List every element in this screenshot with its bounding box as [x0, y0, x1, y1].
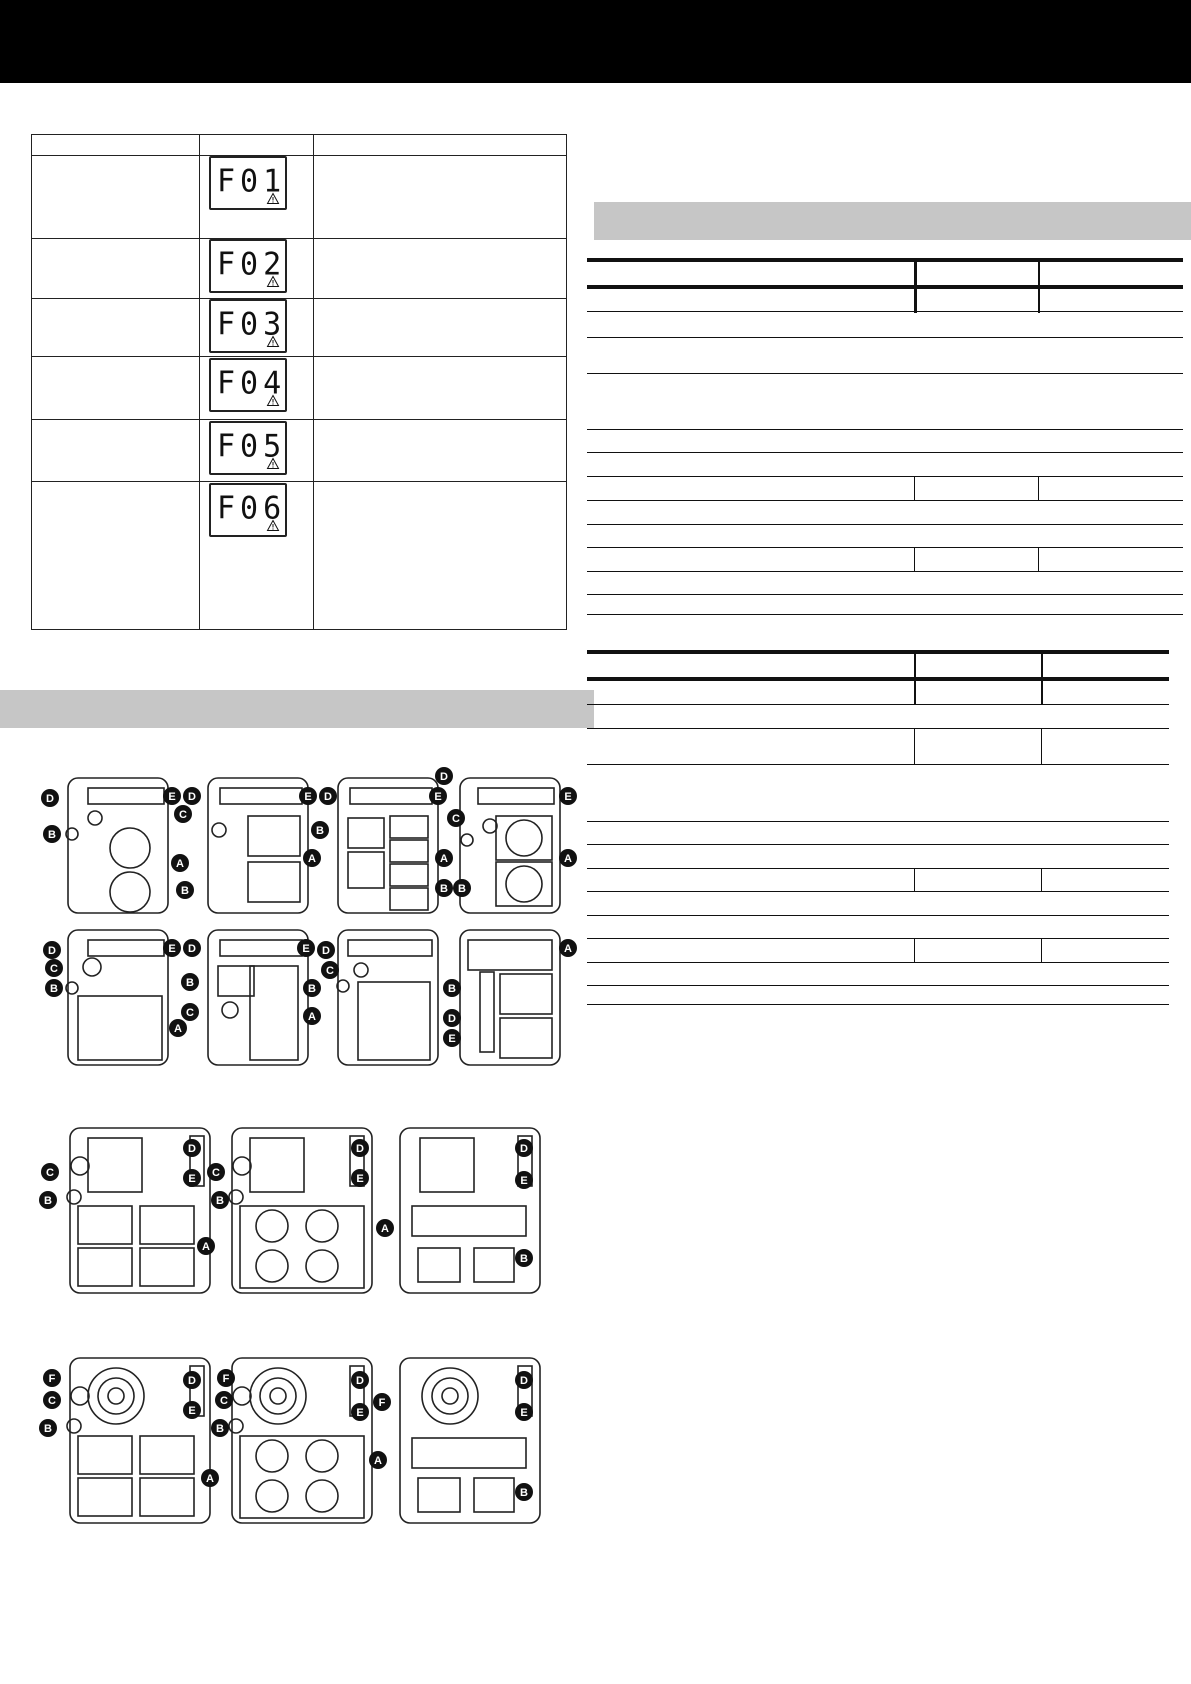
callout-marker — [319, 787, 337, 805]
callout-marker — [443, 1009, 461, 1027]
callout-marker — [303, 849, 321, 867]
svg-text:C: C — [50, 963, 58, 975]
svg-text:D: D — [440, 771, 448, 783]
svg-text:D: D — [448, 1013, 456, 1025]
table-rule — [587, 704, 1169, 705]
callout-marker — [435, 849, 453, 867]
table-rule — [587, 764, 1169, 765]
svg-text:C: C — [179, 809, 187, 821]
table-divider — [32, 298, 566, 299]
table-divider — [1038, 547, 1039, 571]
callout-marker — [453, 879, 471, 897]
table-rule — [587, 938, 1169, 939]
ups-rear-panel — [229, 1358, 372, 1523]
svg-text:B: B — [440, 883, 448, 895]
svg-text:B: B — [186, 977, 194, 989]
svg-text:F: F — [222, 1373, 230, 1385]
table-rule — [587, 429, 1183, 430]
table-rule — [587, 594, 1183, 595]
table-divider — [1041, 938, 1042, 962]
svg-text:E: E — [520, 1175, 528, 1187]
svg-text:E: E — [168, 943, 176, 955]
callout-marker — [43, 1391, 61, 1409]
warning-icon — [267, 395, 279, 406]
svg-text:B: B — [316, 825, 324, 837]
callout-marker — [435, 879, 453, 897]
svg-text:A: A — [308, 853, 316, 865]
callout-marker — [211, 1419, 229, 1437]
table-rule — [587, 962, 1169, 963]
svg-text:D: D — [322, 945, 330, 957]
table-divider — [32, 356, 566, 357]
fault-code-table — [31, 134, 567, 630]
callout-marker — [183, 1169, 201, 1187]
svg-text:B: B — [308, 983, 316, 995]
table-divider — [32, 238, 566, 239]
svg-text:B: B — [448, 983, 456, 995]
callout-marker — [201, 1469, 219, 1487]
callout-marker — [351, 1169, 369, 1187]
table-divider — [1041, 652, 1043, 705]
callout-marker — [321, 961, 339, 979]
ups-rear-panel — [208, 778, 308, 913]
callout-marker — [207, 1163, 225, 1181]
table-rule — [587, 524, 1183, 525]
callout-marker — [351, 1403, 369, 1421]
callout-marker — [183, 1371, 201, 1389]
svg-text:B: B — [216, 1423, 224, 1435]
svg-text:F: F — [378, 1397, 386, 1409]
table-rule — [587, 650, 1169, 654]
fault-code: F03 — [217, 306, 287, 343]
svg-text:E: E — [356, 1407, 364, 1419]
table-divider — [1041, 868, 1042, 891]
callout-marker — [43, 941, 61, 959]
table-rule — [587, 891, 1169, 892]
callout-marker — [311, 821, 329, 839]
callout-marker — [181, 1003, 199, 1021]
table-divider — [914, 728, 915, 764]
svg-text:D: D — [46, 793, 54, 805]
section-header-band — [594, 202, 1191, 240]
callout-marker — [39, 1191, 57, 1209]
callout-marker — [183, 939, 201, 957]
svg-text:D: D — [188, 1375, 196, 1387]
fault-code: F04 — [217, 365, 287, 402]
table-divider — [1038, 476, 1039, 500]
callout-marker — [43, 1369, 61, 1387]
table-rule — [587, 915, 1169, 916]
callout-marker — [559, 849, 577, 867]
callout-marker — [45, 959, 63, 977]
svg-text:A: A — [440, 853, 448, 865]
svg-text:E: E — [168, 791, 176, 803]
svg-text:B: B — [48, 829, 56, 841]
svg-text:B: B — [50, 983, 58, 995]
callout-marker — [163, 787, 181, 805]
svg-text:C: C — [48, 1395, 56, 1407]
svg-text:E: E — [520, 1407, 528, 1419]
callout-marker — [559, 787, 577, 805]
callout-marker — [217, 1369, 235, 1387]
callout-marker — [515, 1371, 533, 1389]
svg-text:B: B — [44, 1423, 52, 1435]
table-rule — [587, 547, 1183, 548]
svg-text:B: B — [458, 883, 466, 895]
lcd-display — [209, 358, 287, 412]
table-rule — [587, 337, 1183, 338]
section-header-band — [0, 690, 594, 728]
lcd-display — [209, 421, 287, 475]
svg-text:B: B — [216, 1195, 224, 1207]
svg-text:B: B — [181, 885, 189, 897]
svg-text:A: A — [176, 858, 184, 870]
table-divider — [914, 868, 915, 891]
svg-text:A: A — [206, 1473, 214, 1485]
table-rule — [587, 311, 1183, 312]
svg-text:A: A — [202, 1241, 210, 1253]
svg-text:C: C — [220, 1395, 228, 1407]
callout-marker — [317, 941, 335, 959]
callout-marker — [351, 1371, 369, 1389]
ups-rear-panel — [338, 778, 438, 913]
svg-text:F: F — [48, 1373, 56, 1385]
page-header-bar — [0, 0, 1191, 83]
svg-text:A: A — [374, 1455, 382, 1467]
table-rule — [587, 985, 1169, 986]
callout-marker — [297, 939, 315, 957]
svg-text:E: E — [448, 1033, 456, 1045]
callout-marker — [41, 789, 59, 807]
svg-text:D: D — [356, 1375, 364, 1387]
table-rule — [587, 476, 1183, 477]
svg-text:D: D — [356, 1143, 364, 1155]
table-rule — [587, 728, 1169, 729]
ups-rear-panel — [208, 930, 308, 1065]
table-divider — [914, 260, 917, 313]
svg-text:C: C — [46, 1167, 54, 1179]
table-divider — [32, 155, 566, 156]
table-rule — [587, 821, 1169, 822]
callout-marker — [515, 1139, 533, 1157]
callout-marker — [303, 979, 321, 997]
fault-code: F06 — [217, 490, 287, 527]
svg-text:A: A — [564, 943, 572, 955]
svg-text:D: D — [520, 1143, 528, 1155]
rear-panel-diagrams — [40, 748, 570, 1538]
table-divider — [914, 938, 915, 962]
callout-marker — [515, 1249, 533, 1267]
svg-text:D: D — [188, 943, 196, 955]
table-rule — [587, 373, 1183, 374]
callout-marker — [43, 825, 61, 843]
callout-marker — [515, 1403, 533, 1421]
svg-text:A: A — [308, 1011, 316, 1023]
svg-text:A: A — [564, 853, 572, 865]
svg-text:E: E — [304, 791, 312, 803]
table-rule — [587, 452, 1183, 453]
table-rule — [587, 1004, 1169, 1005]
callout-marker — [215, 1391, 233, 1409]
svg-text:E: E — [188, 1405, 196, 1417]
svg-text:D: D — [48, 945, 56, 957]
callout-marker — [435, 767, 453, 785]
table-divider — [1038, 260, 1040, 313]
fault-code: F02 — [217, 246, 287, 283]
table-divider — [914, 547, 915, 571]
table-rule — [587, 258, 1183, 262]
table-divider — [914, 652, 916, 705]
svg-text:C: C — [326, 965, 334, 977]
table-rule — [587, 677, 1169, 681]
svg-text:C: C — [452, 813, 460, 825]
ups-rear-panel — [66, 930, 168, 1065]
callout-marker — [303, 1007, 321, 1025]
svg-text:C: C — [212, 1167, 220, 1179]
svg-text:E: E — [188, 1173, 196, 1185]
table-divider — [313, 135, 314, 629]
svg-text:E: E — [356, 1173, 364, 1185]
callout-marker — [197, 1237, 215, 1255]
table-rule — [587, 500, 1183, 501]
callout-marker — [176, 881, 194, 899]
callout-marker — [351, 1139, 369, 1157]
callout-marker — [443, 1029, 461, 1047]
svg-text:A: A — [381, 1223, 389, 1235]
callout-marker — [171, 854, 189, 872]
table-divider — [32, 481, 566, 482]
ups-rear-panel — [229, 1128, 372, 1293]
ups-rear-panel — [337, 930, 438, 1065]
callout-marker — [174, 805, 192, 823]
callout-marker — [369, 1451, 387, 1469]
callout-marker — [183, 787, 201, 805]
callout-marker — [376, 1219, 394, 1237]
callout-marker — [443, 979, 461, 997]
ups-rear-panel — [66, 778, 168, 913]
ups-rear-panel — [460, 778, 560, 913]
svg-text:D: D — [324, 791, 332, 803]
callout-marker — [39, 1419, 57, 1437]
callout-marker — [183, 1139, 201, 1157]
callout-marker — [447, 809, 465, 827]
svg-text:D: D — [188, 791, 196, 803]
callout-marker — [45, 979, 63, 997]
warning-icon — [267, 276, 279, 287]
svg-text:C: C — [186, 1007, 194, 1019]
warning-icon — [267, 520, 279, 531]
callout-marker — [183, 1401, 201, 1419]
callout-marker — [373, 1393, 391, 1411]
callout-marker — [211, 1191, 229, 1209]
svg-text:A: A — [174, 1023, 182, 1035]
callout-marker — [181, 973, 199, 991]
callout-marker — [515, 1483, 533, 1501]
svg-text:D: D — [188, 1143, 196, 1155]
warning-icon — [267, 193, 279, 204]
svg-text:B: B — [520, 1253, 528, 1265]
table-rule — [587, 614, 1183, 615]
table-divider — [199, 135, 200, 629]
callout-marker — [559, 939, 577, 957]
fault-code: F05 — [217, 428, 287, 465]
table-divider — [32, 419, 566, 420]
fault-code: F01 — [217, 163, 287, 200]
svg-text:B: B — [520, 1487, 528, 1499]
callout-marker — [163, 939, 181, 957]
lcd-display — [209, 299, 287, 353]
table-rule — [587, 285, 1183, 289]
callout-marker — [299, 787, 317, 805]
lcd-display — [209, 483, 287, 537]
callout-marker — [41, 1163, 59, 1181]
warning-icon — [267, 458, 279, 469]
lcd-display — [209, 239, 287, 293]
svg-text:B: B — [44, 1195, 52, 1207]
table-divider — [1041, 728, 1042, 764]
ups-rear-panel — [460, 930, 560, 1065]
svg-text:D: D — [520, 1375, 528, 1387]
table-rule — [587, 844, 1169, 845]
callout-marker — [429, 787, 447, 805]
svg-text:E: E — [564, 791, 572, 803]
svg-text:E: E — [302, 943, 310, 955]
table-divider — [914, 476, 915, 500]
warning-icon — [267, 336, 279, 347]
table-rule — [587, 571, 1183, 572]
svg-text:E: E — [434, 791, 442, 803]
table-rule — [587, 868, 1169, 869]
lcd-display — [209, 156, 287, 210]
callout-marker — [169, 1019, 187, 1037]
callout-marker — [515, 1171, 533, 1189]
